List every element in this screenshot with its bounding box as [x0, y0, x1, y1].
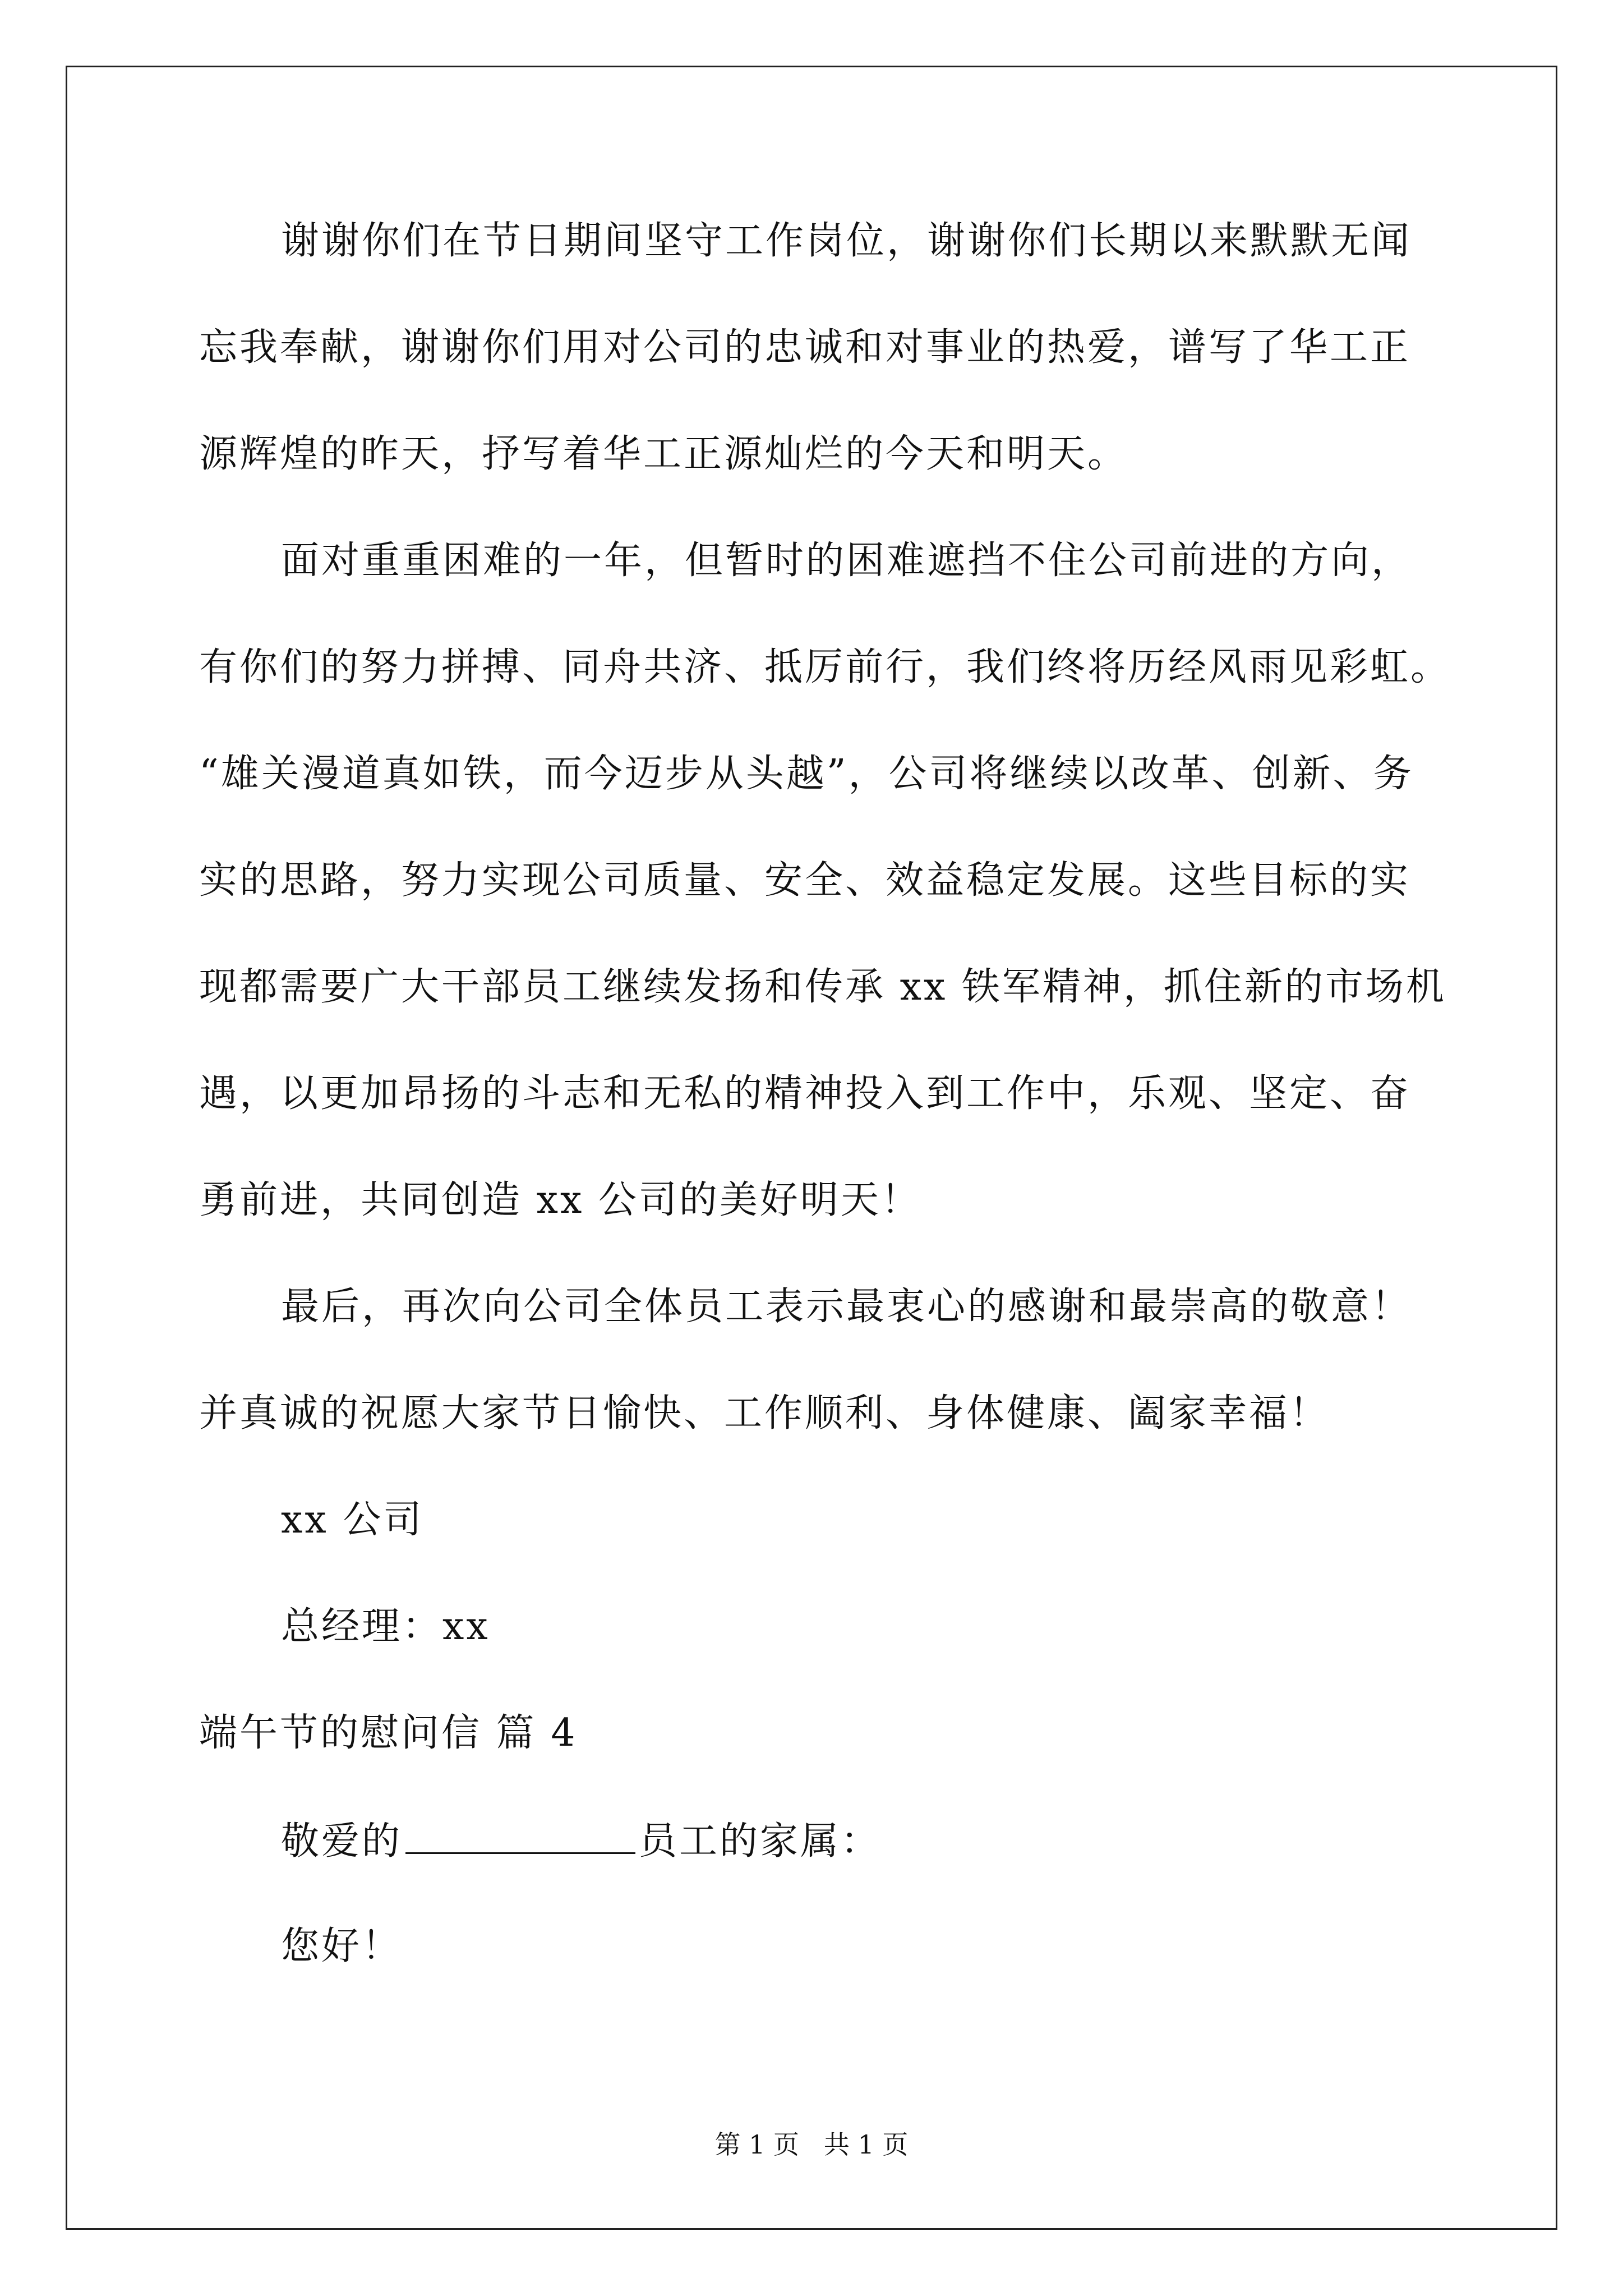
page-frame — [66, 66, 1557, 2230]
page-footer: 第 1 页 共 1 页 — [714, 2129, 909, 2160]
paragraph-2-line-6: 遇，以更加昂扬的斗志和无私的精神投入到工作中，乐观、坚定、奋 — [199, 1071, 1411, 1116]
paragraph-3-line-1: 最后，再次向公司全体员工表示最衷心的感谢和最崇高的敬意！ — [281, 1285, 1412, 1329]
paragraph-2-line-3: “雄关漫道真如铁，而今迈步从头越”，公司将继续以改革、创新、务 — [199, 752, 1414, 796]
paragraph-2-line-7: 勇前进，共同创造 xx 公司的美好明天！ — [199, 1178, 921, 1222]
paragraph-2-line-1: 面对重重困难的一年，但暂时的困难遮挡不住公司前进的方向， — [281, 539, 1412, 583]
name-blank-line — [405, 1818, 635, 1854]
signature-manager: 总经理：xx — [281, 1604, 490, 1649]
paragraph-2-line-2: 有你们的努力拼搏、同舟共济、抵厉前行，我们终将历经风雨见彩虹。 — [199, 645, 1451, 689]
salutation-suffix: 员工的家属： — [639, 1819, 882, 1864]
signature-company: xx 公司 — [281, 1498, 424, 1542]
paragraph-2-line-4: 实的思路，努力实现公司质量、安全、效益稳定发展。这些目标的实 — [199, 858, 1411, 903]
paragraph-3-line-2: 并真诚的祝愿大家节日愉快、工作顺利、身体健康、阖家幸福！ — [199, 1391, 1330, 1435]
paragraph-2-line-5: 现都需要广大干部员工继续发扬和传承 xx 铁军精神，抓住新的市场机 — [199, 965, 1446, 1009]
paragraph-1-line-1: 谢谢你们在节日期间坚守工作岗位，谢谢你们长期以来默默无闻 — [281, 219, 1412, 263]
paragraph-1-line-3: 源辉煌的昨天，抒写着华工正源灿烂的今天和明天。 — [199, 432, 1128, 476]
salutation-prefix: 敬爱的 — [281, 1819, 403, 1864]
paragraph-1-line-2: 忘我奉献，谢谢你们用对公司的忠诚和对事业的热爱，谱写了华工正 — [199, 325, 1411, 370]
greeting: 您好！ — [281, 1924, 403, 1968]
salutation — [281, 1818, 881, 1864]
section-heading: 端午节的慰问信 篇 4 — [199, 1711, 578, 1755]
